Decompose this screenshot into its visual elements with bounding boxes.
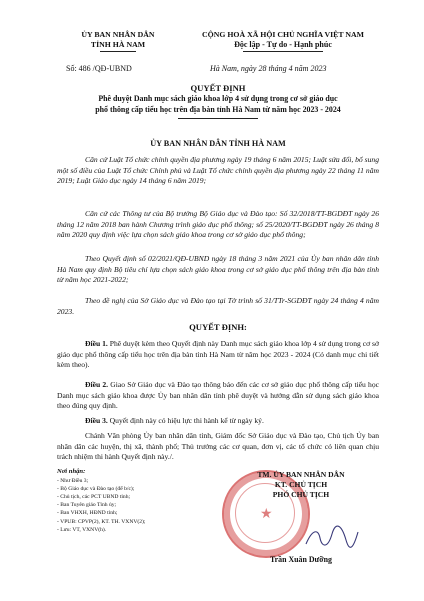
recipient-item: - Ban Tuyên giáo Tỉnh ủy;	[57, 502, 117, 509]
recipients-heading: Nơi nhận:	[57, 468, 86, 475]
signature-title-line2: KT. CHỦ TỊCH	[274, 480, 328, 489]
article-3	[57, 416, 379, 427]
document-subject-line2: phổ thông cấp tiểu học trên địa bàn tỉnh Hà Nam từ năm học 2023 - 2024	[95, 105, 341, 114]
preamble-paragraph: Theo đề nghị của Sở Giáo dục và Đào tạo tại Tờ trình số 31/TTr-SGDĐT ngày 24 tháng 4 năm 2023.	[57, 296, 379, 316]
preamble-paragraph: Căn cứ Luật Tổ chức chính quyền địa phương ngày 19 tháng 6 năm 2015; Luật sửa đổi, bổ sung một số điều của Luật Tổ chức Chính phủ và Luật Tổ chức chính quyền địa phương ngày 22 tháng 11 năm 2019; Luật Giáo dục ngày 14 tháng 6 năm 2019;	[57, 155, 379, 185]
preamble-paragraph: Theo Quyết định số 02/2021/QĐ-UBND ngày 18 tháng 3 năm 2021 của Ủy ban nhân dân tỉnh Hà Nam quy định Bộ tiêu chí lựa chọn sách giáo khoa trong cơ sở giáo dục phổ thông trên địa bàn tỉnh từ năm học 2021-2022;	[57, 254, 379, 284]
signature-title-line3: PHÓ CHỦ TỊCH	[272, 490, 330, 499]
recipient-item: - VPUB: CPVP(2), KT. TH. VXNV(2);	[57, 518, 146, 525]
issuing-authority: ỦY BAN NHÂN DÂN TỈNH HÀ NAM	[150, 139, 286, 148]
recipient-item: - Ban VHXH, HĐND tỉnh;	[57, 510, 118, 517]
recipient-item: - Như Điều 3;	[57, 478, 89, 485]
article-text: Phê duyệt kèm theo Quyết định này Danh mục sách giáo khoa lớp 4 sử dụng trong cơ sở giáo dục phổ thông cấp tiểu học trên địa bàn tỉnh Hà Nam từ năm học 2023 - 2024 (Có danh mục chi tiết kèm theo).	[57, 339, 380, 369]
recipient-item: - Lưu: VT, VXNV(h).	[57, 526, 107, 533]
subject-underline	[178, 118, 258, 119]
recipients-list	[57, 468, 197, 534]
nation-motto: Độc lập - Tự do - Hạnh phúc	[234, 40, 332, 49]
article-1	[57, 339, 379, 371]
article-text: Quyết định này có hiệu lực thi hành kể từ ngày ký.	[107, 416, 264, 425]
seal-star-icon: ★	[260, 507, 273, 522]
document-number: Số: 486 /QĐ-UBND	[66, 64, 132, 73]
closing-paragraph: Chánh Văn phòng Ủy ban nhân dân tỉnh, Giám đốc Sở Giáo dục và Đào tạo, Chủ tịch Ủy ban nhân dân các huyện, thị xã, thành phố; Thủ trưởng các cơ quan, đơn vị, các tổ chức có liên quan chịu trách nhiệm thi hành Quyết định này./.	[57, 431, 379, 461]
preamble-paragraph: Căn cứ các Thông tư của Bộ trưởng Bộ Giáo dục và Đào tạo: Số 32/2018/TT-BGDĐT ngày 26 tháng 12 năm 2018 ban hành Chương trình giáo dục phổ thông; số 25/2020/TT-BGDĐT ngày 26 tháng 8 năm 2020 quy định việc lựa chọn sách giáo khoa trong cơ sở giáo dục phổ thông;	[57, 209, 379, 239]
signature-title-line1: TM. ỦY BAN NHÂN DÂN	[257, 470, 345, 479]
motto-underline	[243, 51, 323, 52]
signer-name: Trần Xuân Dưỡng	[269, 555, 332, 564]
nation-name: CỘNG HOÀ XÃ HỘI CHỦ NGHĨA VIỆT NAM	[202, 30, 364, 39]
agency-name-line1: ỦY BAN NHÂN DÂN	[81, 30, 155, 39]
decision-heading: QUYẾT ĐỊNH:	[189, 322, 247, 332]
article-label: Điều 1.	[85, 339, 108, 348]
article-label: Điều 2.	[85, 380, 109, 389]
agency-underline	[100, 51, 136, 52]
recipient-item: - Chủ tịch, các PCT UBND tỉnh;	[57, 494, 131, 501]
agency-name-line2: TỈNH HÀ NAM	[90, 40, 146, 49]
document-type-title: QUYẾT ĐỊNH	[190, 83, 246, 93]
article-text: Giao Sở Giáo dục và Đào tạo thông báo đến các cơ sở giáo dục phổ thông cấp tiểu học Danh mục sách giáo khoa được Ủy ban nhân dân tỉnh phê duyệt và hướng dẫn sử dụng sách giáo khoa theo đúng quy định.	[57, 380, 379, 410]
place-and-date: Hà Nam, ngày 28 tháng 4 năm 2023	[210, 64, 327, 73]
document-subject-line1: Phê duyệt Danh mục sách giáo khoa lớp 4 sử dụng trong cơ sở giáo dục	[98, 94, 338, 103]
handwritten-signature-icon	[302, 524, 362, 552]
article-2	[57, 380, 379, 412]
article-label: Điều 3.	[85, 416, 108, 425]
recipient-item: - Bộ Giáo dục và Đào tạo (để b/c);	[57, 486, 135, 493]
